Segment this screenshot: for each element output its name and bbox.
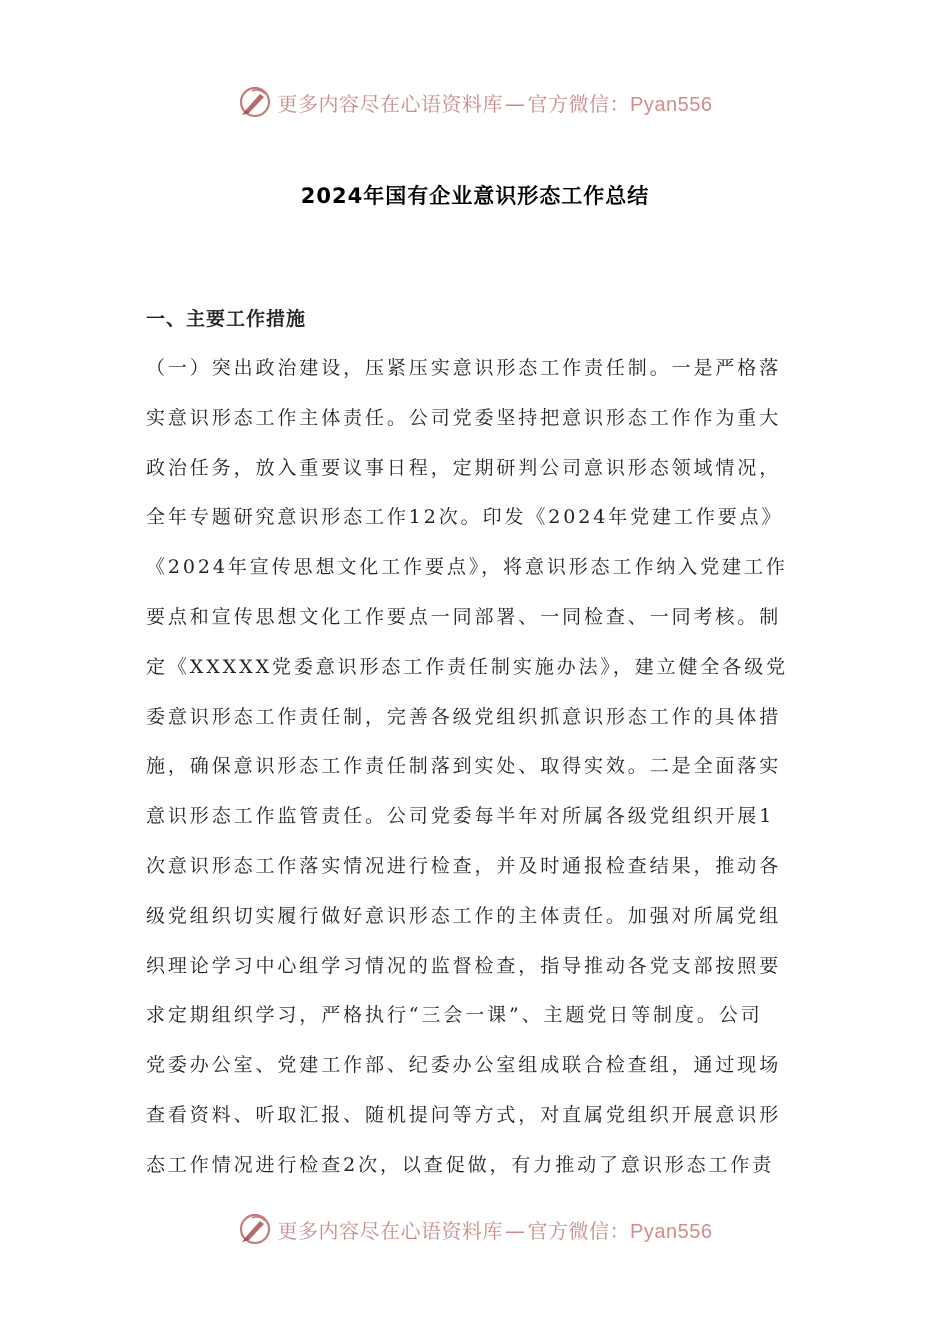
watermark-wechat-id: Pyan556: [630, 93, 713, 116]
watermark-wechat-id: Pyan556: [630, 1220, 713, 1243]
watermark-contact: 官方微信：: [527, 1218, 631, 1243]
body-paragraph: [146, 344, 806, 1191]
body-line: （一）突出政治建设，压紧压实意识形态工作责任制。一是严格落: [146, 357, 782, 379]
body-line: 《2024年宣传思想文化工作要点》，将意识形态工作纳入党建工作: [146, 556, 788, 579]
pen-circle-logo-icon: [238, 85, 272, 119]
body-line: 党委办公室、党建工作部、纪委办公室组成联合检查组，通过现场: [146, 1054, 782, 1077]
body-line: 意识形态工作监管责任。公司党委每半年对所属各级党组织开展1: [146, 805, 775, 828]
watermark-dash: —: [505, 91, 526, 116]
body-line: 实意识形态工作主体责任。公司党委坚持把意识形态工作作为重大: [146, 406, 782, 429]
body-line: 查看资料、听取汇报、随机提问等方式，对直属党组织开展意识形: [146, 1103, 782, 1126]
body-line: 施，确保意识形态工作责任制落到实处、取得实效。二是全面落实: [146, 755, 782, 778]
body-line: 织理论学习中心组学习情况的监督检查，指导推动各党支部按照要: [146, 954, 782, 977]
body-line: 政治任务，放入重要议事日程，定期研判公司意识形态领域情况，: [146, 456, 782, 479]
body-line: 要点和宣传思想文化工作要点一同部署、一同检查、一同考核。制: [146, 605, 782, 628]
watermark-brand: 更多内容尽在心语资料库: [277, 91, 504, 116]
body-line: 求定期组织学习，严格执行“三会一课”、主题党日等制度。公司: [146, 1004, 763, 1027]
body-line: 级党组织切实履行做好意识形态工作的主体责任。加强对所属党组: [146, 904, 782, 927]
body-line: 态工作情况进行检查2次，以查促做，有力推动了意识形态工作责: [146, 1153, 775, 1176]
body-line: 委意识形态工作责任制，完善各级党组织抓意识形态工作的具体措: [146, 705, 782, 728]
section-heading: 一、主要工作措施: [146, 308, 307, 330]
header-watermark: [0, 82, 950, 122]
watermark-brand: 更多内容尽在心语资料库: [277, 1218, 504, 1243]
footer-watermark: [0, 1209, 950, 1249]
body-line: 定《XXXXX党委意识形态工作责任制实施办法》，建立健全各级党: [146, 655, 789, 678]
body-line: 次意识形态工作落实情况进行检查，并及时通报检查结果，推动各: [146, 854, 782, 877]
watermark-text: [278, 88, 713, 117]
document-title: 2024年国有企业意识形态工作总结: [300, 184, 650, 208]
watermark-text: [278, 1215, 713, 1244]
pen-circle-logo-icon: [238, 1212, 272, 1246]
watermark-contact: 官方微信：: [527, 91, 631, 116]
body-line: 全年专题研究意识形态工作12次。印发《2024年党建工作要点》: [146, 506, 784, 529]
watermark-dash: —: [505, 1218, 526, 1243]
